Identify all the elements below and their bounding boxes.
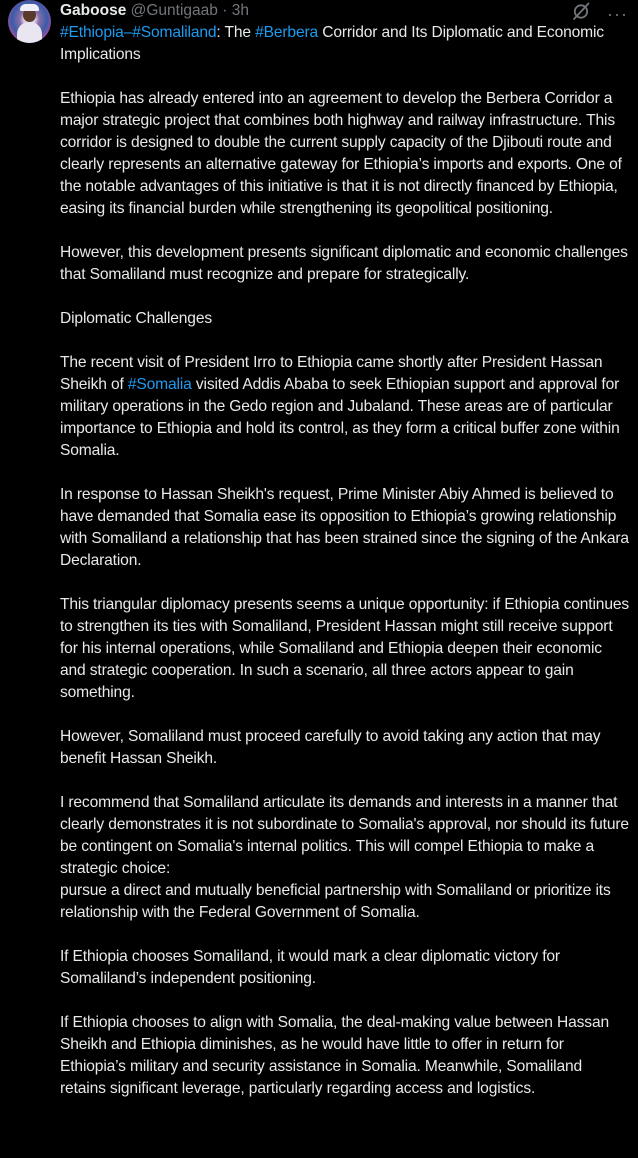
author-name[interactable]: Gaboose <box>60 2 127 19</box>
hashtag-somaliland[interactable]: #Somaliland <box>132 24 217 41</box>
title-dash: – <box>123 24 133 41</box>
paragraph-8 <box>60 792 630 924</box>
post-header <box>60 0 249 22</box>
section-heading: Diplomatic Challenges <box>60 310 212 327</box>
paragraph-4-text-1: The recent visit of President Irro to Ethiopia came shortly after President Hassan Sheikh of <box>60 354 603 393</box>
title-text-1: : The <box>216 24 256 41</box>
paragraph-4-text-2: visited Addis Ababa to seek Ethiopian support and approval for military operations in the Gedo region and Jubaland. These areas are of particular importance to Ethiopia and hold its control, as they form a critical buffer zone within Somalia. <box>60 376 620 459</box>
hashtag-berbera[interactable]: #Berbera <box>255 24 319 41</box>
paragraph-8-text-2: pursue a direct and mutually beneficial partnership with Somaliland or prioritize its relationship with the Federal Government of Somalia. <box>60 882 611 921</box>
title-text-2: Corridor and Its Diplomatic and Economic Implications <box>60 24 604 63</box>
header-separator: · <box>222 2 228 19</box>
paragraph-2: However, this development presents significant diplomatic and economic challenges that Somaliland must recognize and prepare for strategically. <box>60 244 628 283</box>
author-handle[interactable]: @Guntigaab <box>130 2 218 19</box>
post-text <box>60 22 630 1122</box>
paragraph-7: However, Somaliland must proceed carefully to avoid taking any action that may benefit Hassan Sheikh. <box>60 728 601 767</box>
post-time[interactable]: 3h <box>231 2 249 19</box>
paragraph-5: In response to Hassan Sheikh's request, Prime Minister Abiy Ahmed is believed to have demanded that Somalia ease its opposition to Ethiopia’s growing relationship with Somaliland a relationship that has been strained since the signing of the Ankara Declaration. <box>60 486 629 569</box>
avatar[interactable] <box>8 0 51 43</box>
avatar-figure-cap <box>20 4 39 11</box>
more-icon[interactable]: ··· <box>607 3 628 24</box>
paragraph-6: This triangular diplomacy presents seems a unique opportunity: if Ethiopia continues to strengthen its ties with Somaliland, President Hassan might still receive support for his internal operations, while Somaliland and Ethiopia deepen their economic and strategic cooperation. In such a scenario, all three actors appear to gain something. <box>60 596 630 701</box>
paragraph-1: Ethiopia has already entered into an agreement to develop the Berbera Corridor a major strategic project that combines both highway and railway infrastructure. This corridor is designed to double the current supply capacity of the Djibouti route and clearly represents an alternative gateway for Ethiopia’s imports and exports. One of the notable advantages of this initiative is that it is not directly financed by Ethiopia, easing its financial burden while strengthening its geopolitical positioning. <box>60 90 622 217</box>
hashtag-ethiopia[interactable]: #Ethiopia <box>60 24 124 41</box>
paragraph-4 <box>60 352 630 462</box>
paragraph-8-text-1: I recommend that Somaliland articulate its demands and interests in a manner that clearly demonstrates it is not subordinate to Somalia's approval, nor should its future be contingent on Somalia's internal politics. This will compel Ethiopia to make a strategic choice: <box>60 794 629 877</box>
avatar-figure-body <box>17 22 42 43</box>
hashtag-somalia[interactable]: #Somalia <box>127 376 192 393</box>
post-title <box>60 22 630 66</box>
paragraph-10: If Ethiopia chooses to align with Somalia, the deal-making value between Hassan Sheikh and Ethiopia diminishes, as he would have little to offer in return for Ethiopia’s military and security assistance in Somalia. Meanwhile, Somaliland retains significant leverage, particularly regarding access and logistics. <box>60 1014 609 1097</box>
paragraph-9: If Ethiopia chooses Somaliland, it would mark a clear diplomatic victory for Somaliland’s independent positioning. <box>60 948 560 987</box>
